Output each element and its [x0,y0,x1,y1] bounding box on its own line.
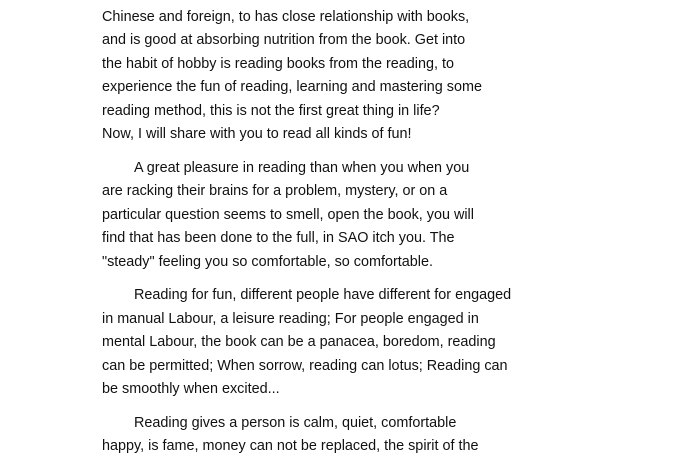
text-line: Now, I will share with you to read all kinds of fun! [102,126,412,142]
paragraph-2 [102,157,662,275]
text-line: be smoothly when excited... [102,381,280,397]
text-line: happy, is fame, money can not be replaced, the spirit of the [102,438,479,454]
text-line: experience the fun of reading, learning and mastering some [102,79,482,95]
text-line: Reading for fun, different people have different for engaged [134,287,512,303]
text-line: find that has been done to the full, in SAO itch you. The [102,230,455,246]
text-line: A great pleasure in reading than when you when you [134,159,470,176]
paragraph-1 [102,0,662,147]
paragraph-3 [102,284,662,402]
text-line: are racking their brains for a problem, mystery, or on a [102,183,448,199]
document-page [102,0,662,469]
text-line: in manual Labour, a leisure reading; For people engaged in [102,310,479,327]
text-line: Chinese and foreign, to has close relationship with books, [102,8,470,25]
text-line: and is good at absorbing nutrition from the book. Get into [102,32,466,48]
text-line: particular question seems to smell, open the book, you will [102,206,474,223]
text-line: reading method, this is not the first great thing in life? [102,102,440,119]
paragraph-4 [102,412,662,459]
text-line: can be permitted; When sorrow, reading can lotus; Reading can [102,357,508,374]
text-line: mental Labour, the book can be a panacea, boredom, reading [102,334,496,350]
text-line: Reading gives a person is calm, quiet, comfortable [134,414,457,431]
text-line: "steady" feeling you so comfortable, so comfortable. [102,253,433,270]
text-line: the habit of hobby is reading books from the reading, to [102,55,454,72]
